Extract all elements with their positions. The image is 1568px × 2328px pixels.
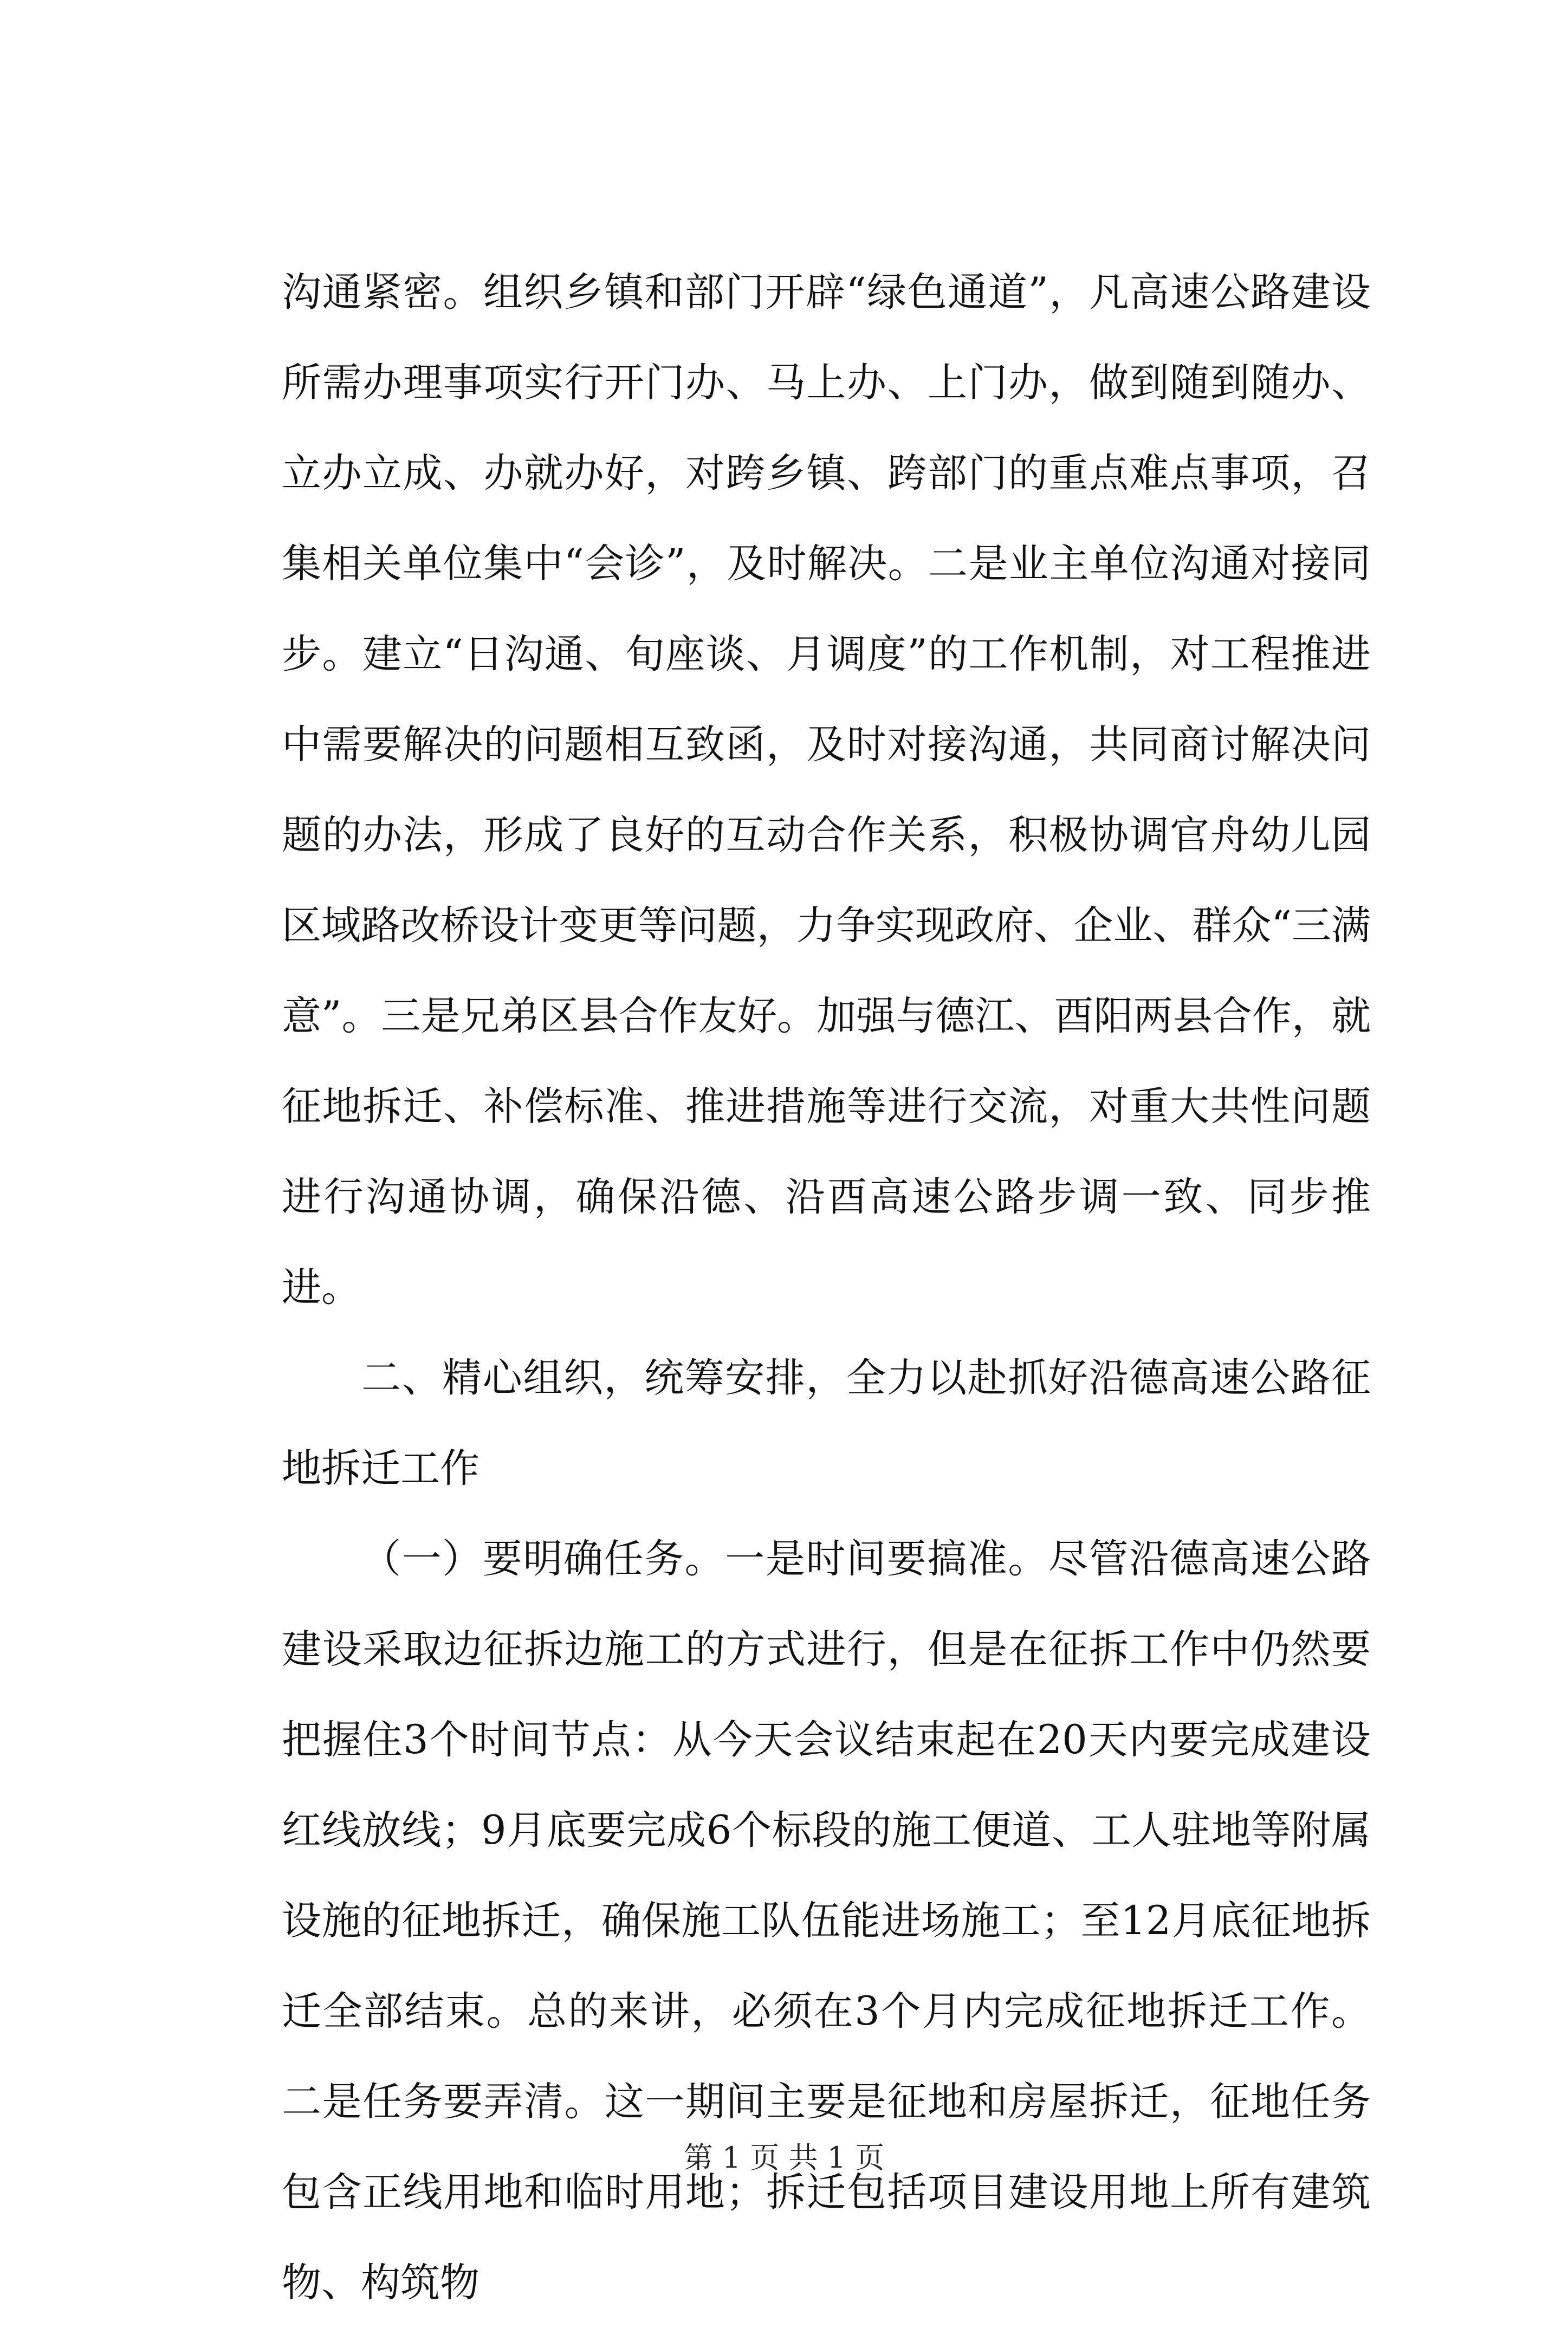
paragraph-coordination: 沟通紧密。组织乡镇和部门开辟“绿色通道”，凡高速公路建设所需办理事项实行开门办、马上办、上门办，做到随到随办、立办立成、办就办好，对跨乡镇、跨部门的重点难点事项，召集相关单位集中“会诊”，及时解决。二是业主单位沟通对接同步。建立“日沟通、旬座谈、月调度”的工作机制，对工程推进中需要解决的问题相互致函，及时对接沟通，共同商讨解决问题的办法，形成了良好的互动合作关系，积极协调官舟幼儿园区域路改桥设计变更等问题，力争实现政府、企业、群众“三满意”。三是兄弟区县合作友好。加强与德江、酉阳两县合作，就征地拆迁、补偿标准、推进措施等进行交流，对重大共性问题进行沟通协调，确保沿德、沿酉高速公路步调一致、同步推进。 <box>282 269 1371 1311</box>
paragraph-tasks: （一）要明确任务。一是时间要搞准。尽管沿德高速公路建设采取边征拆边施工的方式进行，但是在征拆工作中仍然要把握住3个时间节点：从今天会议结束起在20天内要完成建设红线放线；9月底要完成6个标段的施工便道、工人驻地等附属设施的征地拆迁，确保施工队伍能进场施工；至12月底征地拆迁全部结束。总的来讲，必须在3个月内完成征地拆迁工作。二是任务要弄清。这一期间主要是征地和房屋拆迁，征地任务包含正线用地和临时用地；拆迁包括项目建设用地上所有建筑物、构筑物 <box>282 1536 1371 2306</box>
document-body <box>282 247 1371 2328</box>
section-heading-two: 二、精心组织，统筹安排，全力以赴抓好沿德高速公路征地拆迁工作 <box>282 1355 1371 1492</box>
page-footer: 第 1 页 共 1 页 <box>683 2141 885 2175</box>
